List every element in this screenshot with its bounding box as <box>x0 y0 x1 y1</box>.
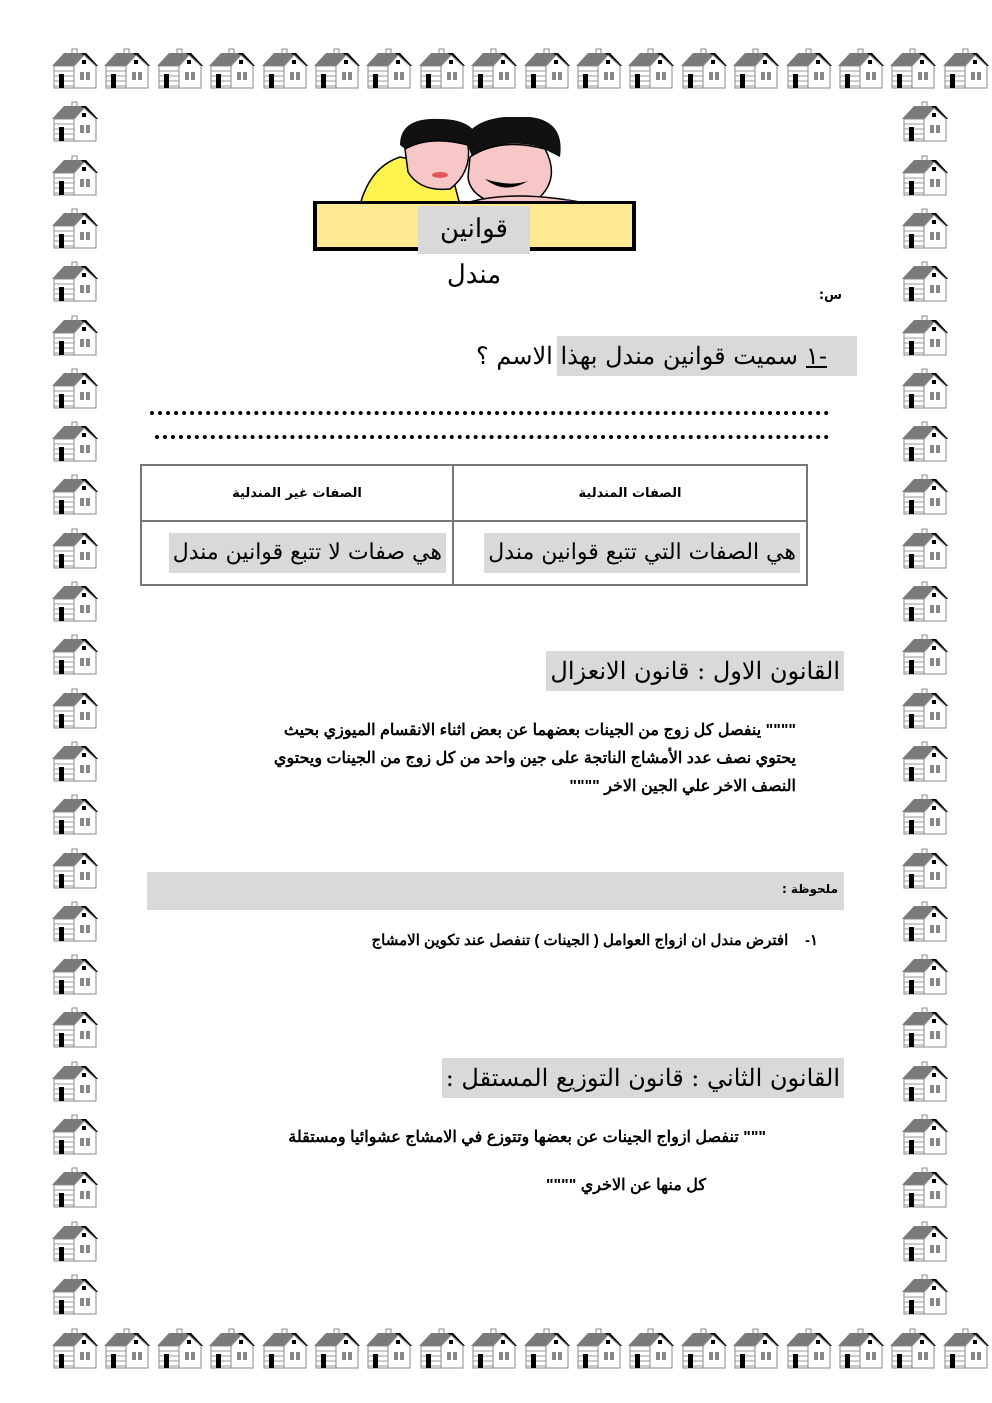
house-icon <box>50 1326 100 1370</box>
house-icon <box>417 46 467 90</box>
house-icon <box>50 1272 100 1316</box>
house-icon <box>50 259 100 303</box>
house-icon <box>900 259 950 303</box>
table-header-row <box>141 465 807 521</box>
house-icon <box>50 899 100 943</box>
house-icon <box>102 1326 152 1370</box>
house-icon <box>900 1005 950 1049</box>
house-icon <box>50 526 100 570</box>
house-icon <box>50 1219 100 1263</box>
house-icon <box>364 1326 414 1370</box>
house-icon <box>900 1219 950 1263</box>
answer-line-1[interactable] <box>150 411 829 415</box>
law-two-title: القانون الثاني : قانون التوزيع المستقل : <box>442 1058 844 1098</box>
house-icon <box>364 46 414 90</box>
house-icon <box>417 1326 467 1370</box>
law-one-line-1: """" ينفصل كل زوج من الجينات بعضهما عن بعض اثناء الانقسام الميوزي بحيث <box>283 722 796 739</box>
house-icon <box>784 46 834 90</box>
house-icon <box>900 899 950 943</box>
house-icon <box>900 366 950 410</box>
house-icon <box>207 1326 257 1370</box>
house-icon <box>50 46 100 90</box>
house-icon <box>50 366 100 410</box>
house-icon <box>50 1112 100 1156</box>
question-text: سميت قوانين مندل بهذا الاسم ؟ <box>476 342 798 370</box>
answer-line-2[interactable] <box>155 435 829 439</box>
house-icon <box>50 419 100 463</box>
house-icon <box>574 1326 624 1370</box>
house-icon <box>260 46 310 90</box>
house-icon <box>900 153 950 197</box>
house-icon <box>900 739 950 783</box>
house-icon <box>679 46 729 90</box>
house-icon <box>50 313 100 357</box>
house-icon <box>900 792 950 836</box>
house-icon <box>312 46 362 90</box>
non-mendelian-definition-text: هي صفات لا تتبع قوانين مندل <box>169 533 446 573</box>
house-icon <box>888 46 938 90</box>
header-mendelian-traits: الصفات المندلية <box>453 465 807 521</box>
house-icon <box>941 1326 991 1370</box>
house-icon <box>900 313 950 357</box>
note-label: ملحوظة : <box>781 882 838 896</box>
people-clipart-icon <box>360 117 600 207</box>
house-icon <box>836 1326 886 1370</box>
house-icon <box>731 46 781 90</box>
house-icon <box>900 579 950 623</box>
house-icon <box>900 419 950 463</box>
law-one-line-3: النصف الاخر علي الجين الاخر """" <box>569 778 796 795</box>
house-icon <box>941 46 991 90</box>
house-icon <box>469 46 519 90</box>
house-icon <box>50 739 100 783</box>
note-bar <box>147 872 844 910</box>
house-icon <box>900 1272 950 1316</box>
house-icon <box>784 1326 834 1370</box>
house-icon <box>155 46 205 90</box>
house-icon <box>574 46 624 90</box>
house-icon <box>900 472 950 516</box>
house-icon <box>50 1005 100 1049</box>
traits-table <box>140 464 808 586</box>
house-icon <box>900 686 950 730</box>
house-icon <box>900 846 950 890</box>
house-icon <box>900 206 950 250</box>
note-item-number: ١- <box>804 932 818 949</box>
house-icon <box>900 526 950 570</box>
house-icon <box>50 686 100 730</box>
house-icon <box>312 1326 362 1370</box>
cell-mendelian-definition <box>453 521 807 585</box>
house-icon <box>522 1326 572 1370</box>
house-icon <box>50 846 100 890</box>
page-title: قوانين مندل <box>418 206 530 254</box>
house-icon <box>155 1326 205 1370</box>
law-two-line-2: كل منها عن الاخري """" <box>545 1177 706 1194</box>
house-icon <box>50 792 100 836</box>
house-icon <box>900 1112 950 1156</box>
house-icon <box>900 952 950 996</box>
house-icon <box>102 46 152 90</box>
house-icon <box>522 46 572 90</box>
house-icon <box>50 1059 100 1103</box>
house-icon <box>836 46 886 90</box>
house-icon <box>207 46 257 90</box>
house-icon <box>50 99 100 143</box>
header-non-mendelian-traits: الصفات غير المندلية <box>141 465 453 521</box>
house-icon <box>50 153 100 197</box>
house-icon <box>50 632 100 676</box>
house-icon <box>50 952 100 996</box>
house-icon <box>469 1326 519 1370</box>
father-child-illustration <box>360 117 600 207</box>
house-icon <box>260 1326 310 1370</box>
law-two-line-1: """ تنفصل ازواج الجينات عن بعضها وتتوزع في الامشاج عشوائيا ومستقلة <box>288 1129 766 1146</box>
house-icon <box>679 1326 729 1370</box>
house-icon <box>731 1326 781 1370</box>
table-row <box>141 521 807 585</box>
house-icon <box>900 1059 950 1103</box>
note-item-1 <box>218 928 818 954</box>
house-icon <box>50 1165 100 1209</box>
house-icon <box>50 206 100 250</box>
cell-non-mendelian-definition <box>141 521 453 585</box>
house-icon <box>50 579 100 623</box>
note-item-text: افترض مندل ان ازواج العوامل ( الجينات ) تنفصل عند تكوين الامشاج <box>371 932 789 949</box>
house-icon <box>626 46 676 90</box>
house-icon <box>900 1165 950 1209</box>
house-icon <box>900 632 950 676</box>
house-icon <box>626 1326 676 1370</box>
house-icon <box>50 472 100 516</box>
house-icon <box>900 99 950 143</box>
mendelian-definition-text: هي الصفات التي تتبع قوانين مندل <box>484 533 800 573</box>
law-one-title: القانون الاول : قانون الانعزال <box>546 651 844 691</box>
law-one-line-2: يحتوي نصف عدد الأمشاج الناتجة على جين واحد من كل زوج من الجينات ويحتوي <box>273 750 796 767</box>
question-number: ١- <box>806 342 827 370</box>
house-icon <box>888 1326 938 1370</box>
question-section-label: س: <box>818 288 842 303</box>
